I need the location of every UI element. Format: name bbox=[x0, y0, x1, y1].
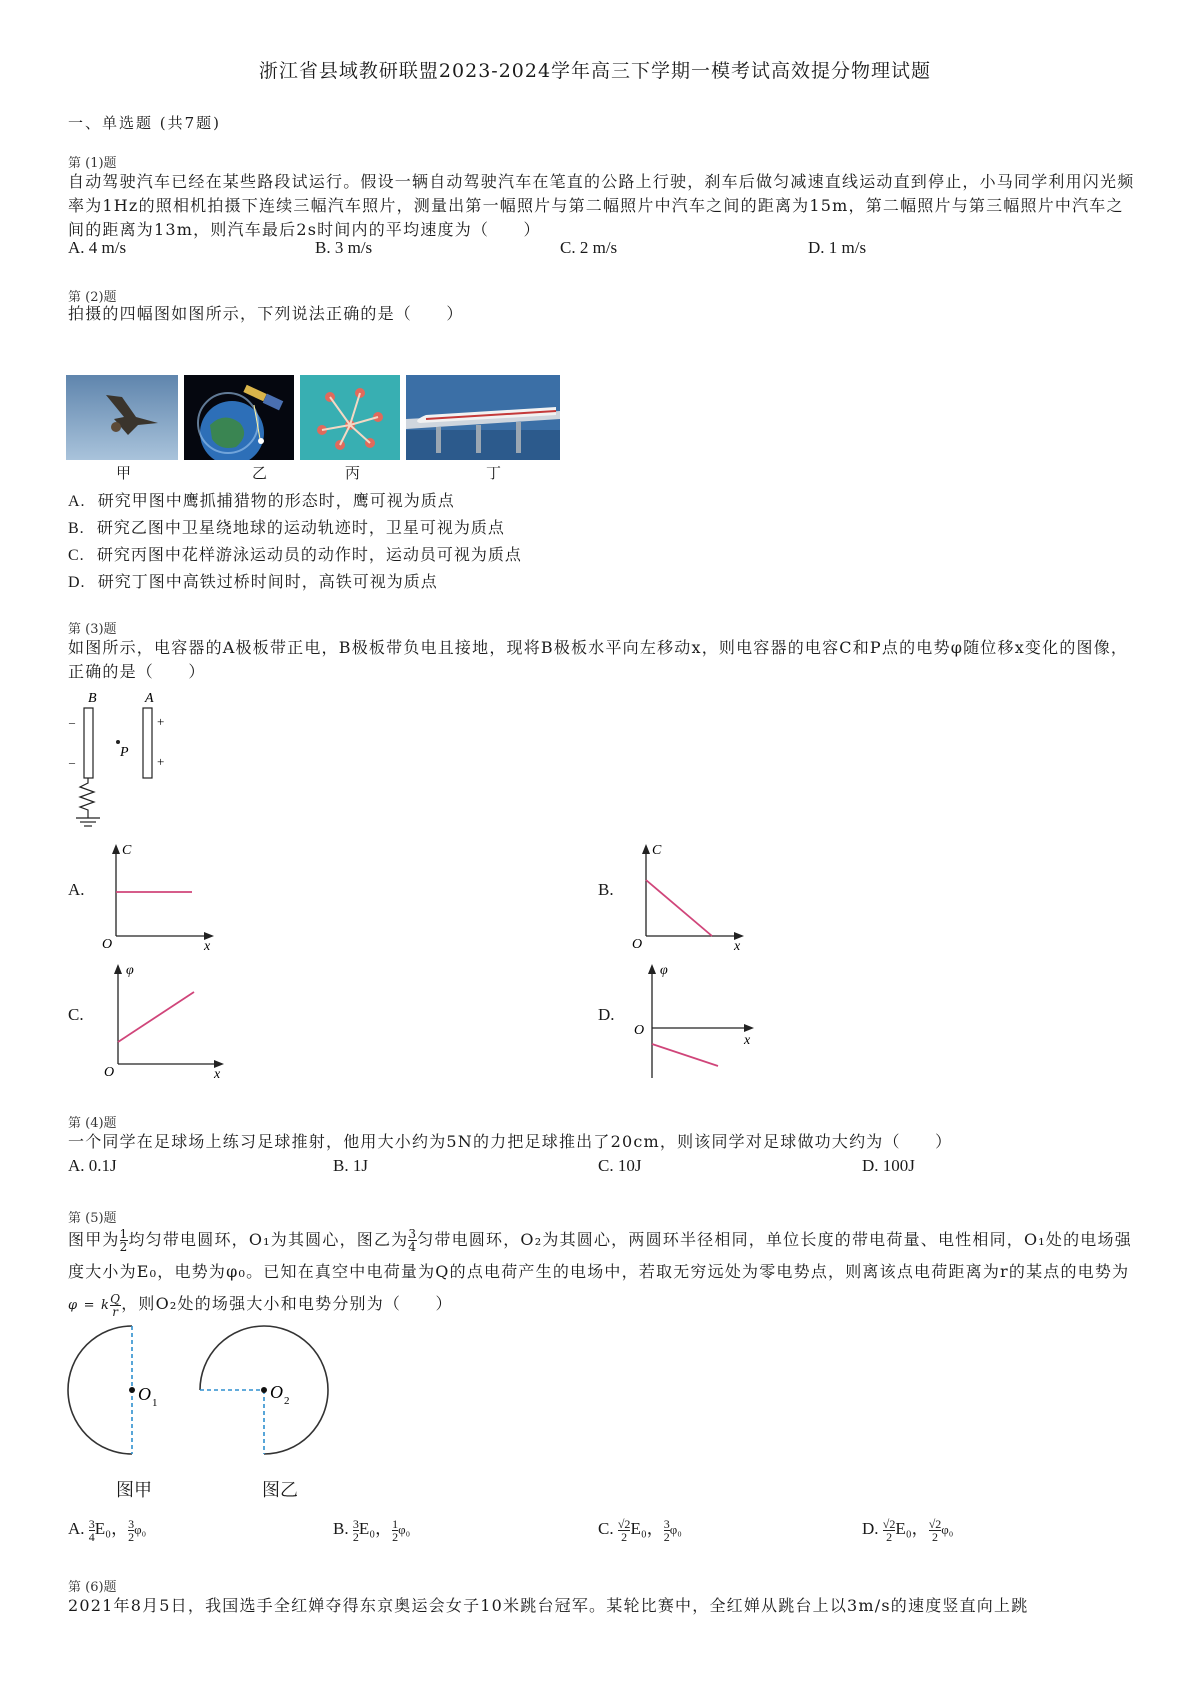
q5-option-b[interactable]: B. $\frac{3}{2}$ E₀， $\frac{1}{2}$ φ₀ bbox=[333, 1516, 411, 1544]
question-1-text: 自动驾驶汽车已经在某些路段试运行。假设一辆自动驾驶汽车在笔直的公路上行驶，刹车后做匀减速直线运动直到停止，小马同学利用闪光频率为1Hz的照相机拍摄下连续三幅汽车照片，测量出第一幅照片与第二幅照片中汽车之间的距离为15m，第二幅照片与第三幅照片中汽车之间的距离为13m，则汽车最后2s时间内的平均速度为（ ） bbox=[68, 172, 1135, 239]
svg-text:O: O bbox=[104, 1065, 115, 1080]
q4-option-b[interactable]: B. 1J bbox=[333, 1156, 368, 1175]
question-3-number: 第 (3)题 bbox=[68, 622, 117, 637]
q3-option-c[interactable]: C. bbox=[68, 1005, 84, 1024]
fraction-one-half: $\frac{1}{2}$ bbox=[119, 1227, 129, 1254]
caption-yi: 乙 bbox=[252, 464, 268, 482]
svg-text:O: O bbox=[102, 937, 113, 950]
q5-option-c[interactable]: C. $\frac{√2}{2}$ E₀， $\frac{3}{2}$ φ₀ bbox=[598, 1516, 682, 1544]
question-4-number: 第 (4)题 bbox=[68, 1116, 117, 1131]
question-6-number: 第 (6)题 bbox=[68, 1580, 117, 1595]
q4-option-d[interactable]: D. 100J bbox=[862, 1156, 915, 1175]
svg-text:x: x bbox=[744, 1033, 751, 1048]
svg-text:O: O bbox=[270, 1382, 283, 1402]
q1-option-d[interactable]: D. 1 m/s bbox=[808, 238, 867, 257]
q2-option-b[interactable]: B. 研究乙图中卫星绕地球的运动轨迹时，卫星可视为质点 bbox=[68, 518, 505, 537]
svg-text:C: C bbox=[652, 843, 662, 858]
section-heading: 一、单选题 (共7题) bbox=[68, 114, 222, 132]
svg-text:+: + bbox=[157, 714, 165, 729]
svg-text:P: P bbox=[120, 745, 129, 760]
q3-option-b[interactable]: B. bbox=[598, 880, 614, 899]
question-5-number: 第 (5)题 bbox=[68, 1211, 117, 1226]
svg-text:O: O bbox=[138, 1384, 151, 1404]
svg-text:2: 2 bbox=[284, 1395, 290, 1407]
caption-figure-jia: 图甲 bbox=[116, 1480, 152, 1501]
svg-text:x: x bbox=[214, 1067, 221, 1080]
question-3-text: 如图所示，电容器的A极板带正电，B极板带负电且接地，现将B极板水平向左移动x，则电容器的电容C和P点的电势φ随位移x变化的图像，正确的是（ ） bbox=[68, 638, 1129, 681]
q3-option-a[interactable]: A. bbox=[68, 880, 85, 899]
svg-text:B: B bbox=[88, 691, 97, 706]
capacitor-diagram bbox=[60, 688, 200, 838]
graph-a-capacitance-constant bbox=[96, 840, 226, 950]
caption-ding: 丁 bbox=[486, 464, 502, 482]
q1-option-c[interactable]: C. 2 m/s bbox=[560, 238, 618, 257]
photo-eagle bbox=[66, 375, 178, 460]
graph-c-potential-increasing bbox=[96, 960, 236, 1080]
q5-option-d[interactable]: D. $\frac{√2}{2}$ E₀， $\frac{√2}{2}$ φ₀ bbox=[862, 1516, 954, 1544]
svg-text:O: O bbox=[632, 937, 643, 950]
svg-text:A: A bbox=[145, 691, 154, 706]
photo-high-speed-rail bbox=[406, 375, 560, 460]
page-title: 浙江省县域教研联盟2023-2024学年高三下学期一模考试高效提分物理试题 bbox=[258, 60, 932, 82]
photo-satellite bbox=[184, 375, 294, 460]
svg-text:φ: φ bbox=[126, 963, 134, 978]
svg-text:x: x bbox=[204, 939, 211, 950]
q2-option-d[interactable]: D. 研究丁图中高铁过桥时间时，高铁可视为质点 bbox=[68, 572, 438, 591]
q2-option-a[interactable]: A. 研究甲图中鹰抓捕猎物的形态时，鹰可视为质点 bbox=[68, 491, 455, 510]
svg-text:+: + bbox=[157, 754, 165, 769]
fraction-three-quarters: $\frac{3}{4}$ bbox=[408, 1227, 418, 1254]
caption-jia: 甲 bbox=[116, 464, 132, 482]
svg-text:x: x bbox=[734, 939, 741, 950]
graph-d-potential-negative bbox=[626, 960, 766, 1084]
svg-text:1: 1 bbox=[152, 1397, 158, 1409]
q1-option-a[interactable]: A. 4 m/s bbox=[68, 238, 127, 257]
question-6-text: 2021年8月5日，我国选手全红婵夺得东京奥运会女子10米跳台冠军。某轮比赛中，全红婵从跳台上以3m/s的速度竖直向上跳 bbox=[68, 1596, 1029, 1615]
q4-option-a[interactable]: A. 0.1J bbox=[68, 1156, 117, 1175]
potential-formula: φ = k $\frac{Q}{r}$ bbox=[68, 1292, 122, 1319]
caption-figure-yi: 图乙 bbox=[262, 1480, 298, 1501]
q3-option-d[interactable]: D. bbox=[598, 1005, 615, 1024]
caption-bing: 丙 bbox=[345, 464, 361, 482]
question-2-number: 第 (2)题 bbox=[68, 290, 117, 305]
photo-synchronized-swimming bbox=[300, 375, 400, 460]
svg-text:O: O bbox=[634, 1023, 645, 1038]
svg-text:φ: φ bbox=[660, 963, 668, 978]
question-5-text: 图甲为 $\frac{1}{2}$ 均匀带电圆环，O₁为其圆心，图乙为 $\frac{3}{4}$ 匀带电圆环，O₂为其圆心，两圆环半径相同，单位长度的带电荷量、电性相同，O₁处的电场强度大小为E₀，电势为φ₀。已知在真空中电荷量为Q的点电荷产生的电场中，若取无穷远处为零电势点，则离该点电荷距离为r的某点的电势为φ = k $\frac{Q}{r}$ ，则O₂处的场强大小和电势分别为（ ） bbox=[68, 1227, 1132, 1319]
q1-option-b[interactable]: B. 3 m/s bbox=[315, 238, 373, 257]
svg-text:–: – bbox=[69, 755, 75, 769]
svg-text:–: – bbox=[69, 715, 75, 729]
question-2-text: 拍摄的四幅图如图所示，下列说法正确的是（ ） bbox=[68, 304, 464, 323]
ring-figures bbox=[64, 1316, 364, 1466]
question-4-text: 一个同学在足球场上练习足球推射，他用大小约为5N的力把足球推出了20cm，则该同学对足球做功大约为（ ） bbox=[68, 1132, 953, 1151]
question-1-number: 第 (1)题 bbox=[68, 156, 117, 171]
q5-option-a[interactable]: A. $\frac{3}{4}$ E₀， $\frac{3}{2}$ φ₀ bbox=[68, 1516, 147, 1544]
svg-text:C: C bbox=[122, 843, 132, 858]
q4-option-c[interactable]: C. 10J bbox=[598, 1156, 642, 1175]
q2-option-c[interactable]: C. 研究丙图中花样游泳运动员的动作时，运动员可视为质点 bbox=[68, 545, 522, 564]
graph-b-capacitance-decreasing bbox=[626, 840, 756, 950]
